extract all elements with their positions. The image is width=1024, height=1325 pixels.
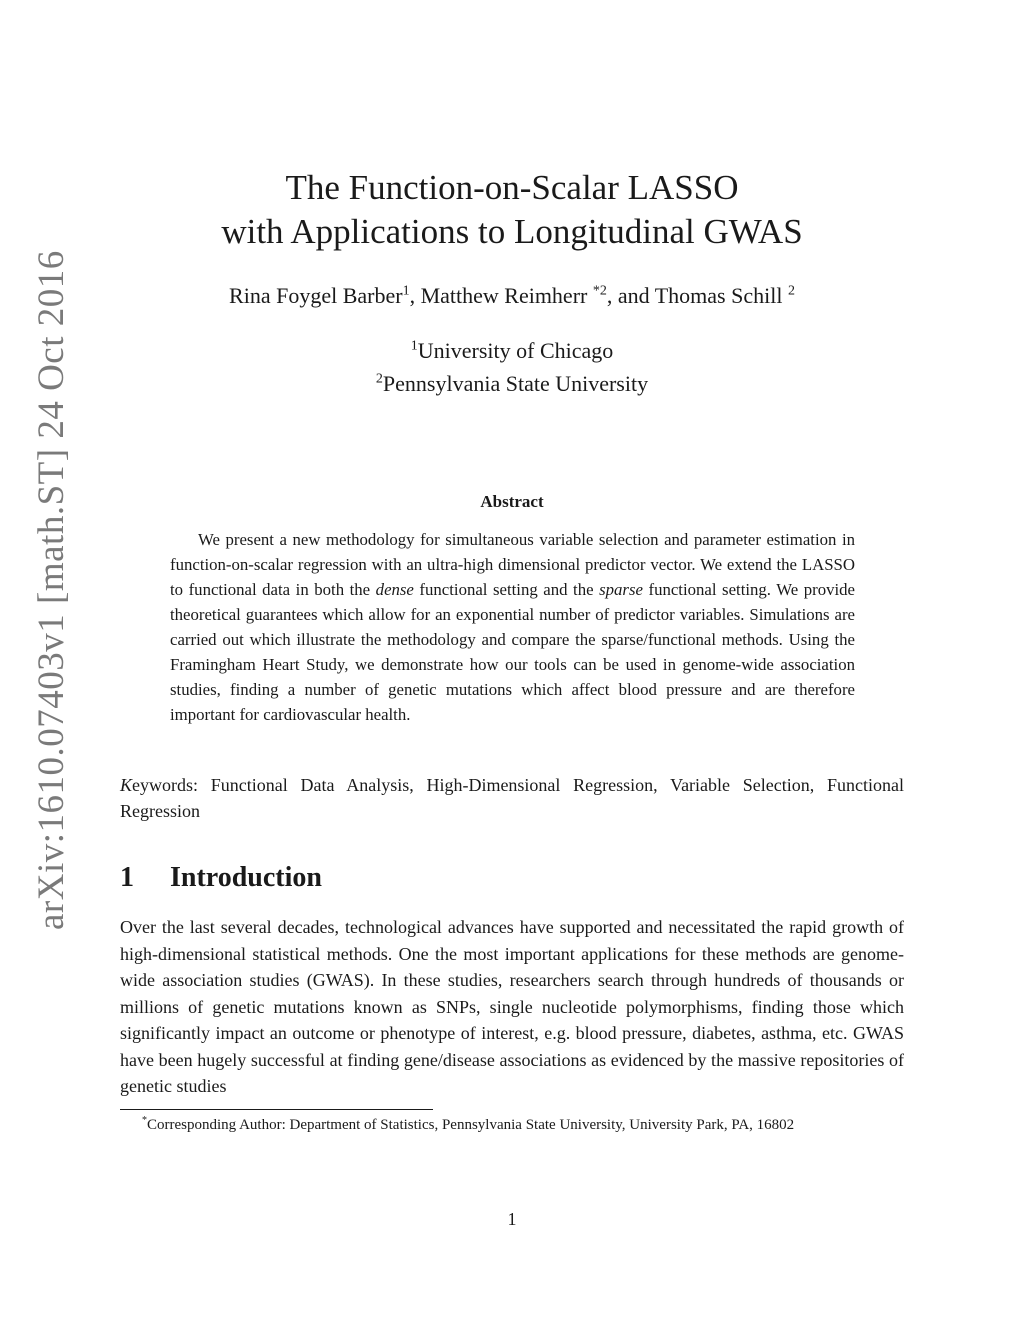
footnote (120, 1114, 904, 1136)
abstract-text-3: functional setting. We provide theoretical guarantees which allow for an exponential number of predictor variables. Simulations are carried out which illustrate the methodology and compare the sparse/functional methods. Using the Framingham Heart Study, we demonstrate how our tools can be used in genome-wide association studies, finding a number of genetic mutations which affect blood pressure and are therefore important for cardiovascular health. (170, 580, 855, 724)
affiliation-1-mark: 1 (410, 338, 418, 354)
footnote-text: Corresponding Author: Department of Statistics, Pennsylvania State University, University Park, PA, 16802 (147, 1117, 795, 1133)
author-reimherr-affil-mark: *2 (592, 283, 607, 299)
affiliation-1-name: University of Chicago (417, 338, 614, 363)
introduction-paragraph: Over the last several decades, technological advances have supported and necessitated the rapid growth of high-dimensional statistical methods. One the most important applications for these methods are genome-wide association studies (GWAS). In these studies, researchers search through hundreds of thousands or millions of genetic mutations known as SNPs, single nucleotide polymorphisms, finding those which significantly impact an outcome or phenotype of interest, e.g. blood pressure, diabetes, asthma, etc. GWAS have been hugely successful at finding gene/disease associations as evidenced by the massive repositories of genetic studies (120, 917, 904, 1096)
affiliation-2 (120, 367, 904, 400)
affiliation-1 (120, 334, 904, 367)
section-number: 1 (120, 862, 134, 893)
keywords-list: Functional Data Analysis, High-Dimensional Regression, Variable Selection, Functional Regression (120, 775, 904, 821)
footnote-mark: * (142, 1115, 147, 1126)
author-schill: and Thomas Schill (617, 283, 783, 308)
affiliation-2-mark: 2 (375, 371, 383, 387)
title-line-2: with Applications to Longitudinal GWAS (221, 212, 803, 251)
footnote-divider (120, 1109, 433, 1110)
abstract-text-2: functional setting and the (413, 580, 600, 599)
section-title: Introduction (170, 862, 322, 893)
abstract-heading: Abstract (480, 492, 544, 511)
abstract-emphasis-sparse: sparse (599, 580, 643, 599)
affiliation-2-name: Pennsylvania State University (382, 371, 649, 396)
abstract-body (170, 527, 855, 727)
introduction-body (120, 914, 904, 1100)
abstract-paragraph (170, 527, 855, 727)
author-list (120, 281, 904, 311)
abstract-text-1: We present a new methodology for simultaneous variable selection and parameter estimation in function-on-scalar regression with an ultra-high dimensional predictor vector. We extend the LASSO to functional data in both the (170, 530, 855, 599)
author-separator: , (606, 283, 618, 308)
author-barber: Rina Foygel Barber (229, 283, 403, 308)
author-separator: , (409, 283, 421, 308)
affiliations (120, 334, 904, 400)
keywords-label: eywords: (132, 775, 199, 795)
author-schill-affil-mark: 2 (787, 283, 795, 299)
author-barber-affil-mark: 1 (402, 283, 410, 299)
arxiv-identifier-stamp: arXiv:1610.07403v1 [math.ST] 24 Oct 2016 (31, 250, 72, 930)
keywords-k: K (120, 775, 133, 795)
page-number: 1 (507, 1209, 517, 1229)
keywords (120, 772, 904, 824)
title-line-1: The Function-on-Scalar LASSO (285, 168, 739, 207)
author-reimherr: Matthew Reimherr (420, 283, 588, 308)
abstract-emphasis-dense: dense (375, 580, 414, 599)
section-heading-introduction (120, 860, 322, 896)
paper-title (120, 166, 904, 254)
